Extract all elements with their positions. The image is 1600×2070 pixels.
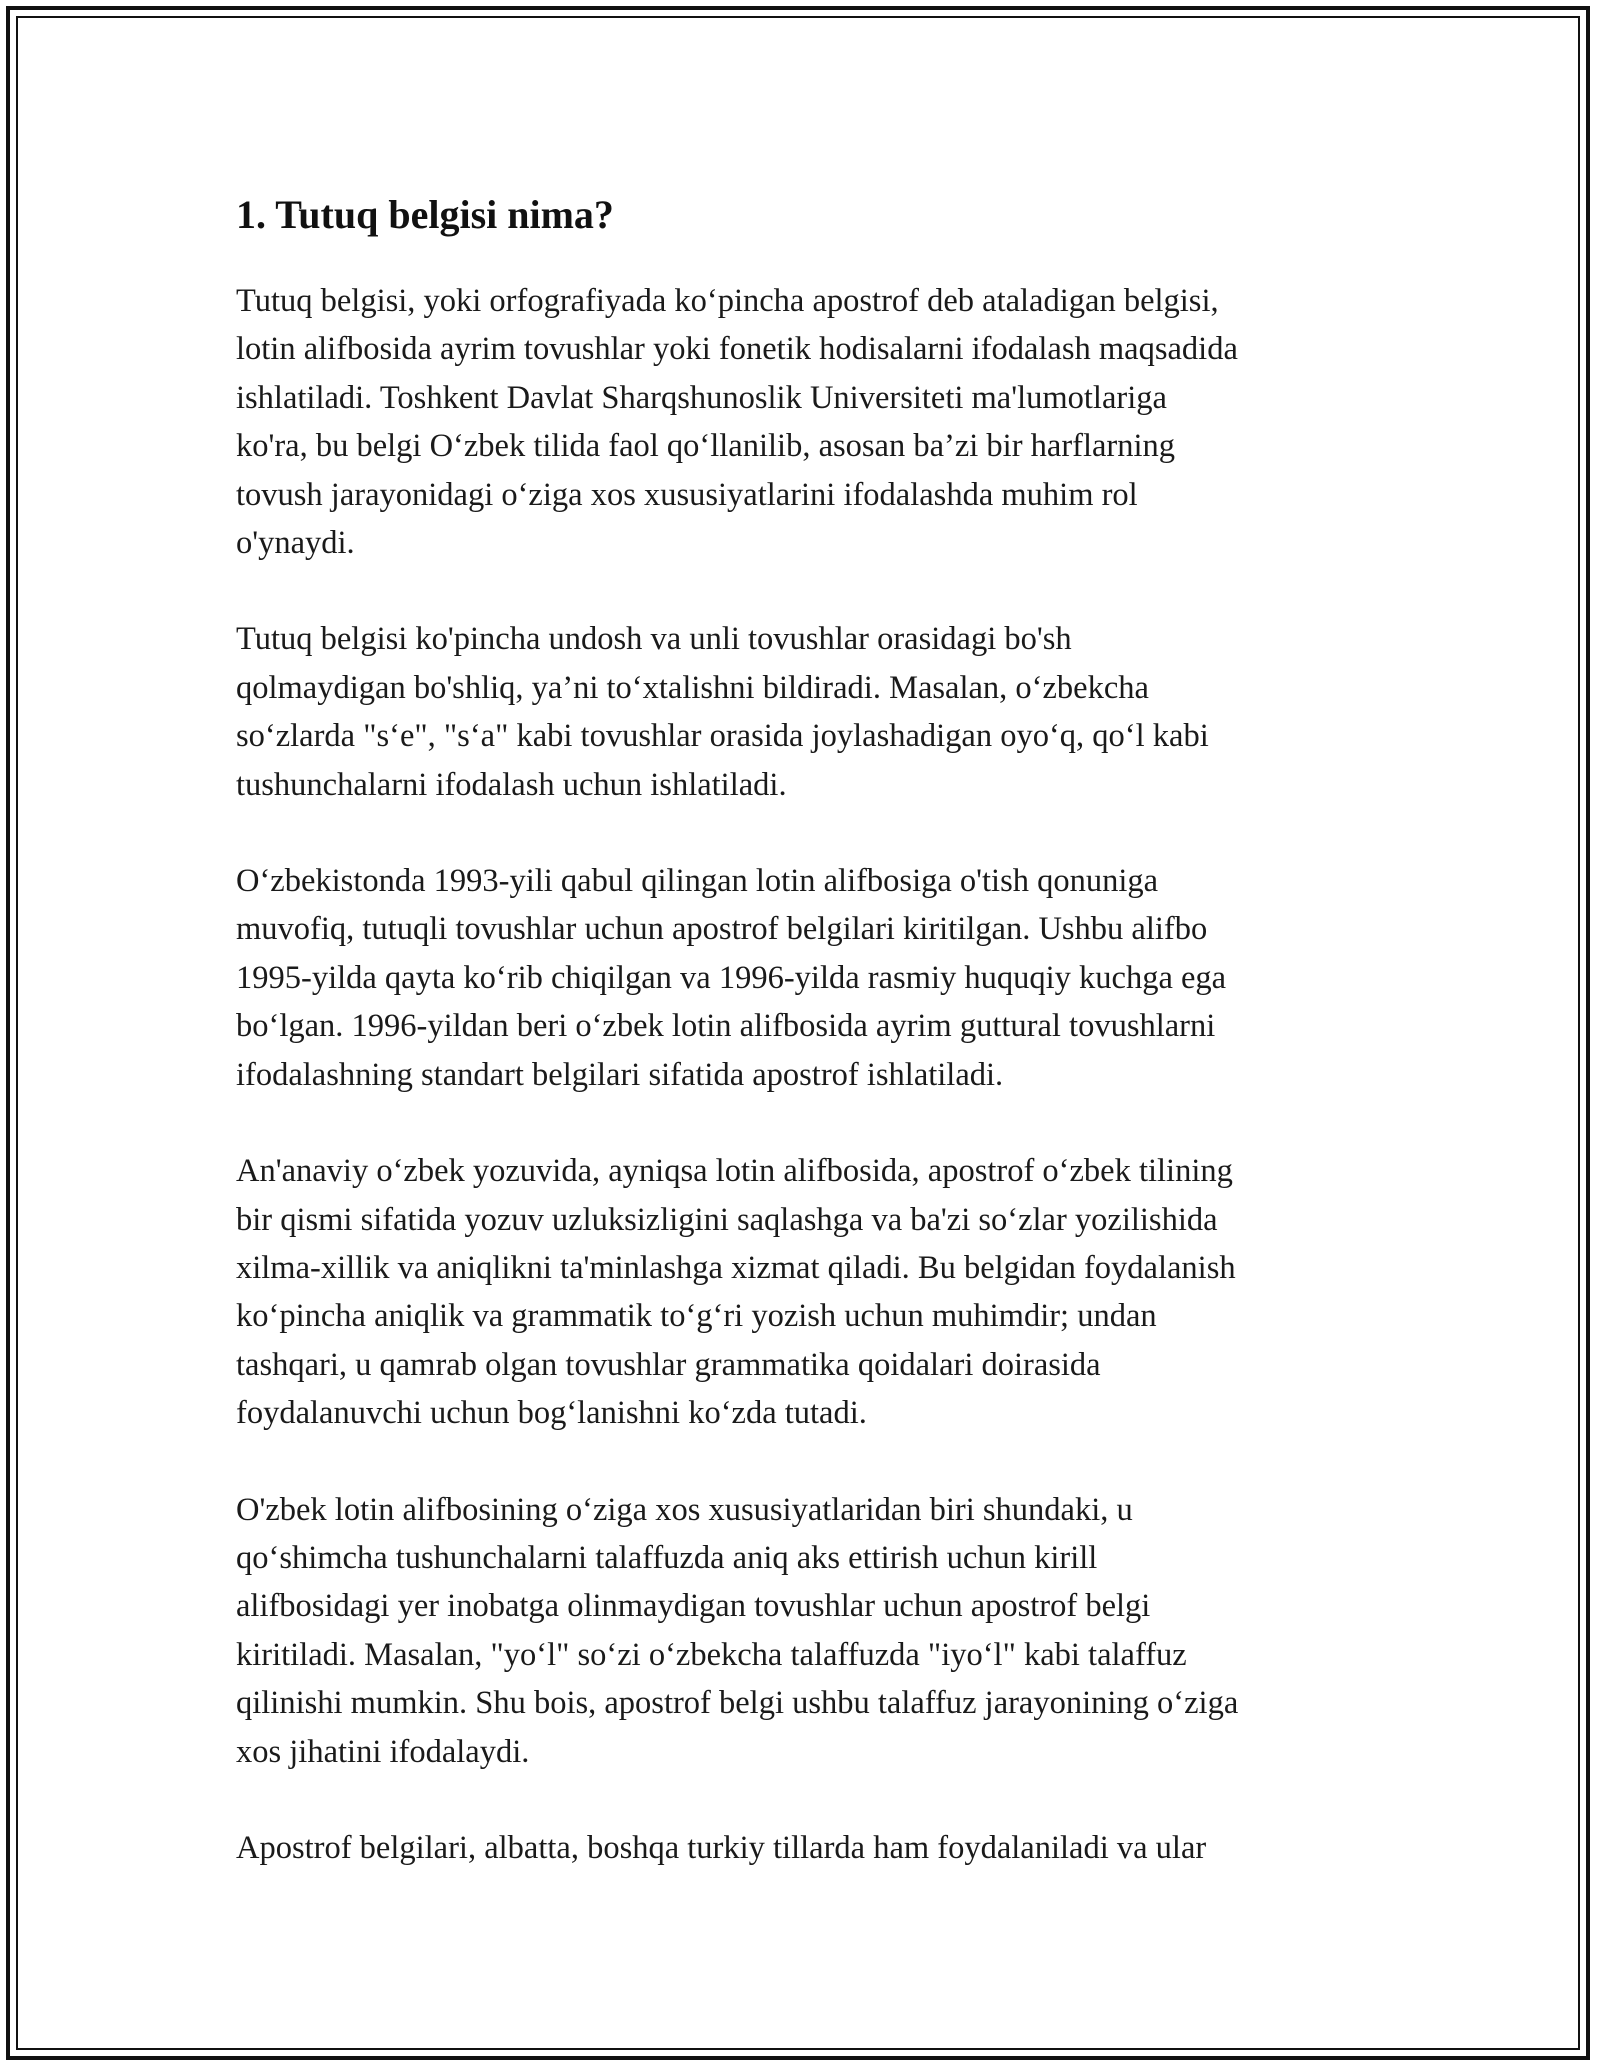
paragraph-line: O‘zbekistonda 1993-yili qabul qilingan lotin alifbosiga o'tish qonuniga <box>236 863 1159 900</box>
paragraph-line: ifodalashning standart belgilari sifatida apostrof ishlatiladi. <box>236 1056 1004 1093</box>
paragraph-line: ko‘pincha aniqlik va grammatik to‘g‘ri yozish uchun muhimdir; undan <box>236 1298 1157 1335</box>
paragraph-line: qilinishi mumkin. Shu bois, apostrof belgi ushbu talaffuz jarayonining o‘ziga <box>236 1685 1239 1722</box>
paragraph-line: O'zbek lotin alifbosining o‘ziga xos xususiyatlaridan biri shundaki, u <box>236 1491 1133 1528</box>
paragraph-line: xos jihatini ifodalaydi. <box>236 1733 530 1770</box>
paragraph-line: alifbosidagi yer inobatga olinmaydigan tovushlar uchun apostrof belgi <box>236 1588 1151 1625</box>
paragraph-line: qo‘shimcha tushunchalarni talaffuzda aniq aks ettirish uchun kirill <box>236 1539 1098 1576</box>
paragraph-line: ko'ra, bu belgi O‘zbek tilida faol qo‘llanilib, asosan ba’zi bir harflarning <box>236 428 1176 465</box>
paragraph-line: ishlatiladi. Toshkent Davlat Sharqshunoslik Universiteti ma'lumotlariga <box>236 379 1167 416</box>
paragraph-line: tovush jarayonidagi o‘ziga xos xususiyatlarini ifodalashda muhim rol <box>236 476 1138 513</box>
paragraph-line: o'ynaydi. <box>236 525 355 562</box>
paragraph-line: kiritiladi. Masalan, "yo‘l" so‘zi o‘zbekcha talaffuzda "iyo‘l" kabi talaffuz <box>236 1636 1187 1673</box>
section-heading: 1. Tutuq belgisi nima? <box>236 192 614 237</box>
paragraph-5 <box>236 1486 1376 1776</box>
paragraph-line: foydalanuvchi uchun bog‘lanishni ko‘zda tutadi. <box>236 1395 867 1432</box>
paragraph-line: qolmaydigan bo'shliq, ya’ni to‘xtalishni bildiradi. Masalan, o‘zbekcha <box>236 669 1149 706</box>
paragraph-3 <box>236 857 1376 1099</box>
paragraph-line: tushunchalarni ifodalash uchun ishlatiladi. <box>236 766 787 803</box>
paragraph-1 <box>236 277 1376 567</box>
paragraph-line: so‘zlarda "s‘e", "s‘a" kabi tovushlar orasida joylashadigan oyo‘q, qo‘l kabi <box>236 718 1209 755</box>
paragraph-line: Tutuq belgisi, yoki orfografiyada ko‘pincha apostrof deb ataladigan belgisi, <box>236 283 1219 319</box>
paragraph-6 <box>236 1824 1376 1872</box>
paragraph-line: Tutuq belgisi ko'pincha undosh va unli tovushlar orasidagi bo'sh <box>236 621 1072 658</box>
paragraph-line: Apostrof belgilari, albatta, boshqa turkiy tillarda ham foydalaniladi va ular <box>236 1829 1207 1866</box>
paragraph-line: An'anaviy o‘zbek yozuvida, ayniqsa lotin alifbosida, apostrof o‘zbek tilining <box>236 1153 1233 1190</box>
paragraph-line: tashqari, u qamrab olgan tovushlar grammatika qoidalari doirasida <box>236 1346 1101 1383</box>
paragraph-line: xilma-xillik va aniqlikni ta'minlashga xizmat qiladi. Bu belgidan foydalanish <box>236 1249 1236 1286</box>
paragraph-2 <box>236 615 1376 809</box>
paragraph-line: muvofiq, tutuqli tovushlar uchun apostrof belgilari kiritilgan. Ushbu alifbo <box>236 911 1208 948</box>
paragraph-line: lotin alifbosida ayrim tovushlar yoki fonetik hodisalarni ifodalash maqsadida <box>236 331 1238 368</box>
paragraph-line: bo‘lgan. 1996-yildan beri o‘zbek lotin alifbosida ayrim guttural tovushlarni <box>236 1008 1216 1045</box>
paragraph-4 <box>236 1147 1376 1437</box>
document-body <box>236 185 1376 1920</box>
paragraph-line: bir qismi sifatida yozuv uzluksizligini saqlashga va ba'zi so‘zlar yozilishida <box>236 1201 1218 1238</box>
paragraph-line: 1995-yilda qayta ko‘rib chiqilgan va 1996-yilda rasmiy huquqiy kuchga ega <box>236 959 1227 996</box>
